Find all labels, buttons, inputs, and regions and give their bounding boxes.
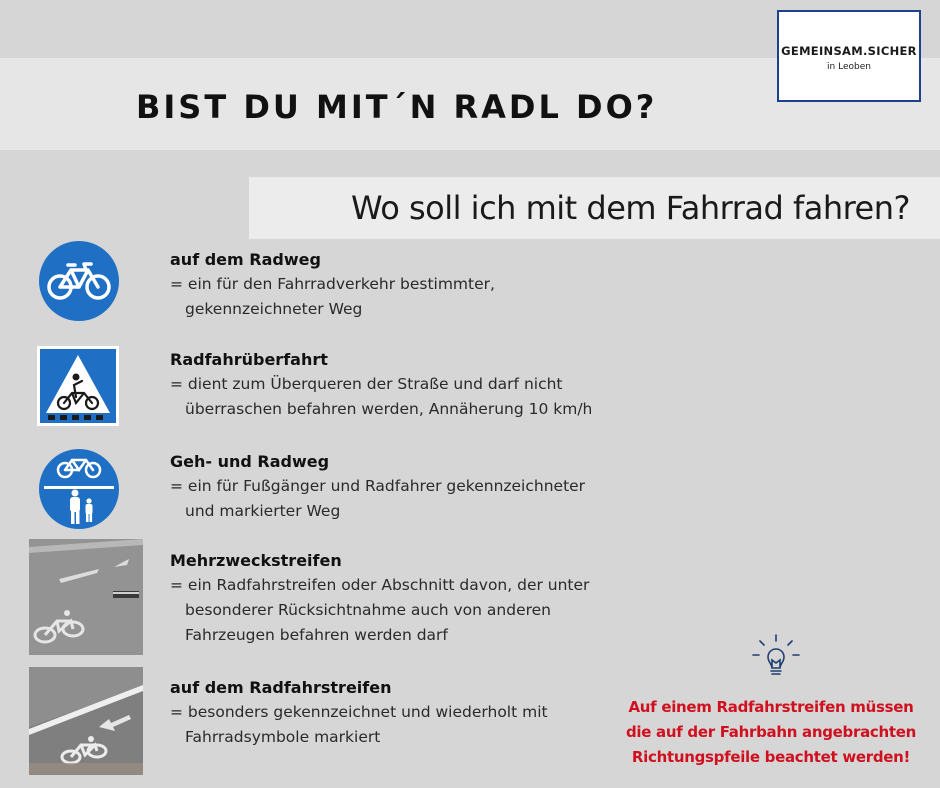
tip-line: Richtungspfeile beachtet werden! xyxy=(631,748,911,766)
item-description: überraschen befahren werden, Annäherung 10 km/h xyxy=(185,400,593,418)
page-headline: BIST DU MIT´N RADL DO? xyxy=(136,88,658,126)
shared-path-sign-icon xyxy=(38,448,120,530)
logo-subtitle: in Leoben xyxy=(827,62,871,72)
list-item xyxy=(170,450,640,524)
item-description: besonderer Rücksichtnahme auch von anderen xyxy=(185,601,551,619)
question-box xyxy=(249,177,940,239)
multipurpose-lane-photo xyxy=(29,539,143,655)
list-item xyxy=(170,248,640,322)
item-title: auf dem Radweg xyxy=(170,250,321,269)
logo xyxy=(777,10,921,102)
list-item xyxy=(170,348,640,422)
tip-line: Auf einem Radfahrstreifen müssen xyxy=(628,698,914,716)
item-title: Mehrzweckstreifen xyxy=(170,551,342,570)
item-description: = ein für den Fahrradverkehr bestimmter, xyxy=(170,275,495,293)
item-description: gekennzeichneter Weg xyxy=(185,300,363,318)
list-item xyxy=(170,549,640,648)
bicycle-crossing-sign-icon xyxy=(36,345,120,427)
item-description: und markierter Weg xyxy=(185,502,341,520)
item-description: Fahrradsymbole markiert xyxy=(185,728,381,746)
item-title: auf dem Radfahrstreifen xyxy=(170,678,392,697)
tip-line: die auf der Fahrbahn angebrachten xyxy=(625,723,917,741)
bike-lane-photo xyxy=(29,667,143,775)
lightbulb-icon xyxy=(750,633,802,685)
item-description: = ein Radfahrstreifen oder Abschnitt davon, der unter xyxy=(170,576,590,594)
list-item xyxy=(170,676,640,750)
logo-title: GEMEINSAM.SICHER xyxy=(781,44,917,58)
item-title: Radfahrüberfahrt xyxy=(170,350,328,369)
item-title: Geh- und Radweg xyxy=(170,452,330,471)
bicycle-path-sign-icon xyxy=(38,240,120,322)
item-description: = dient zum Überqueren der Straße und darf nicht xyxy=(170,375,563,393)
tip-callout xyxy=(612,695,930,770)
item-description: = besonders gekennzeichnet und wiederholt mit xyxy=(170,703,548,721)
item-description: = ein für Fußgänger und Radfahrer gekennzeichneter xyxy=(170,477,586,495)
item-description: Fahrzeugen befahren werden darf xyxy=(185,626,448,644)
question-heading: Wo soll ich mit dem Fahrrad fahren? xyxy=(350,189,910,227)
